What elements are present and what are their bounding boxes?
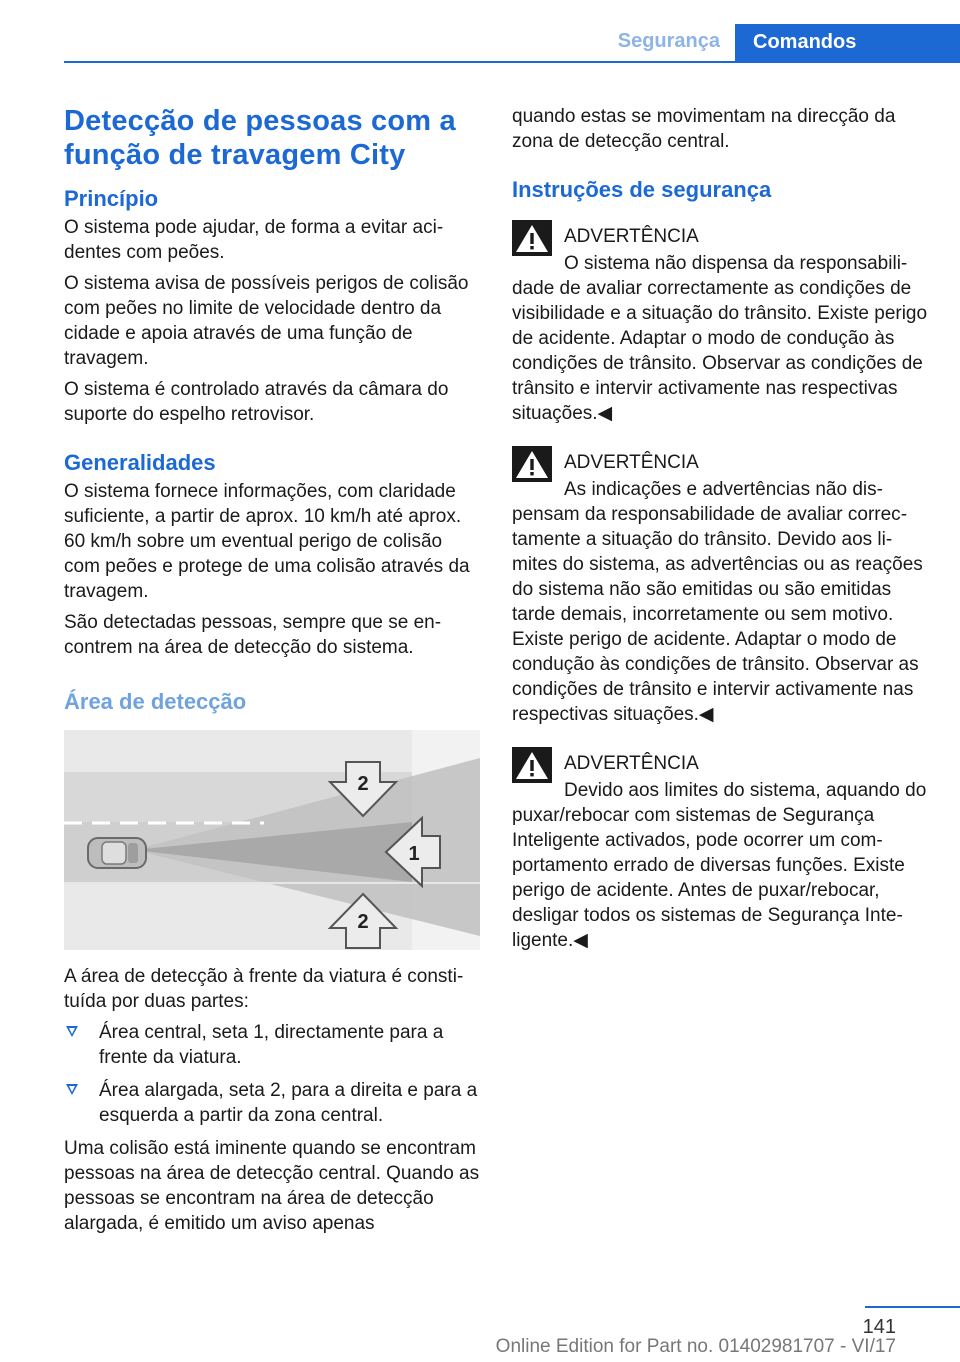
warning-triangle-icon	[512, 446, 552, 482]
safety-heading: Instruções de segurança	[512, 177, 772, 202]
page-title: Detecção de pessoas com a função de travagem City	[64, 105, 456, 171]
warning-triangle-icon	[512, 220, 552, 256]
principle-paragraph-2: O sistema avisa de possíveis perigos de colisão com peões no limite de velocidade dentro da cidade e apoia através de uma função de travagem.	[64, 273, 469, 369]
list-item-text: Área alargada, seta 2, para a direita e para a esquerda a partir da zona central.	[99, 1080, 478, 1126]
warning-triangle-icon	[512, 747, 552, 783]
page-number: 141	[862, 1316, 896, 1338]
warning-label: ADVERTÊNCIA	[564, 452, 699, 473]
warning-label: ADVERTÊNCIA	[564, 753, 699, 774]
warning-block-2	[512, 446, 928, 727]
warning-block-1	[512, 220, 928, 426]
edition-note: Online Edition for Part no. 01402981707 - VI/17	[495, 1336, 896, 1357]
chapter-tab[interactable]	[735, 24, 960, 61]
left-column	[64, 104, 480, 1242]
triangle-bullet-icon	[66, 1026, 78, 1037]
principle-paragraph-3: O sistema é controlado através da câmara do suporte do espelho retrovisor.	[64, 379, 449, 425]
triangle-bullet-icon	[66, 1084, 78, 1095]
warning-block-3	[512, 747, 928, 953]
detection-area-illustration	[64, 730, 480, 950]
principle-paragraph-1: O sistema pode ajudar, de forma a evitar acidentes com peões.	[64, 217, 444, 263]
arrow-top-label: 2	[357, 773, 369, 795]
arrow-center-label: 1	[408, 843, 420, 865]
breadcrumb-section[interactable]: Segurança	[617, 30, 720, 52]
general-paragraph-1: O sistema fornece informações, com claridade suficiente, a partir de aprox. 10 km/h até aprox. 60 km/h sobre um eventual perigo de colisão com peões e protege de uma colisão através da travagem.	[64, 481, 470, 602]
warning-text: O sistema não dispensa da responsabilidade de avaliar correctamente as condições de visibilidade e a situação do trânsito. Existe perigo de acidente. Adaptar o modo de condução às condições de trânsito. Observar as condições de trânsito e intervir activamente nas respectivas situações.◀	[512, 253, 928, 424]
chapter-tab-label: Comandos	[753, 31, 857, 53]
area-paragraph-end: Uma colisão está iminente quando se encontram pessoas na área de detecção central. Quando as pessoas se encontram na área de detecção alargada, é emitido um aviso apenas	[64, 1138, 480, 1234]
continuation-paragraph: quando estas se movimentam na direcção da zona de detecção central.	[512, 106, 896, 152]
header-rule	[64, 61, 960, 63]
list-item	[64, 1020, 480, 1070]
area-list	[64, 1020, 480, 1128]
list-item	[64, 1078, 480, 1128]
list-item-text: Área central, seta 1, directamente para a frente da viatura.	[99, 1022, 444, 1068]
car-icon	[88, 838, 146, 868]
area-heading: Área de detecção	[64, 689, 247, 714]
warning-text: Devido aos limites do sistema, aquando do puxar/rebocar com sistemas de Segurança Inteligente activados, pode ocorrer um comportamento errado de diversas funções. Existe perigo de acidente. Antes de puxar/rebocar, desligar todos os sistemas de Segurança Inteligente.◀	[512, 780, 927, 951]
right-column	[512, 104, 928, 967]
warning-label: ADVERTÊNCIA	[564, 226, 699, 247]
arrow-bottom-label: 2	[357, 911, 369, 933]
warning-text: As indicações e advertências não dispensam da responsabilidade de avaliar correctamente a situação do trânsito. Devido aos limites do sistema, as advertências ou as reações do sistema não são emitidas ou são emitidas tarde demais, incorretamente ou sem motivo. Existe perigo de acidente. Adaptar o modo de condução às condições de trânsito. Observar as condições de trânsito e intervir activamente nas respectivas situações.◀	[512, 479, 923, 725]
principle-heading: Princípio	[64, 186, 159, 211]
general-heading: Generalidades	[64, 450, 216, 475]
detection-area-figure	[64, 730, 480, 950]
area-intro: A área de detecção à frente da viatura é constituída por duas partes:	[64, 966, 464, 1012]
general-paragraph-2: São detectadas pessoas, sempre que se encontrem na área de detecção do sistema.	[64, 612, 442, 658]
footer-rule	[865, 1306, 960, 1308]
